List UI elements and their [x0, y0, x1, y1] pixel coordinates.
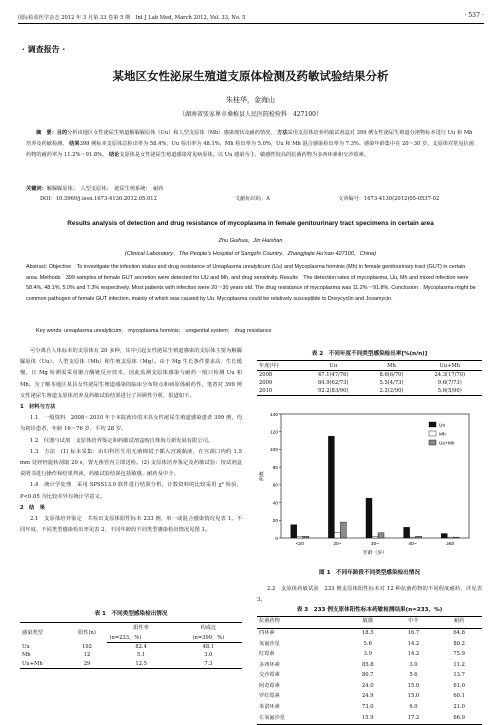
table-row — [257, 703, 482, 714]
keywords-cn — [26, 184, 478, 195]
keywords-label: 关键词： — [26, 186, 47, 192]
bar-mh — [334, 533, 340, 538]
legend-swatch — [429, 440, 436, 445]
methods-text: 采用支原体培养药敏试剂盒对 399 例女性泌尿生殖道分泌物标本进行 Uu 和 Mh 培养及药敏检测。 — [26, 130, 473, 147]
table-cell: 15.0 — [407, 693, 420, 700]
table-cell: 14.2 — [407, 651, 420, 658]
english-keywords: Key words: ureaplasma urealyticum; mycoplasma hominis; urogenital system; drug resistance — [36, 328, 272, 334]
table-cell: 24.9 — [361, 693, 374, 700]
table-cell: 17.2 — [407, 714, 420, 721]
table-cell: 9.6(7/73) — [437, 380, 462, 386]
table3-header-drug: 抗菌药物 — [257, 617, 345, 629]
table-cell: 罗红霉素 — [259, 693, 280, 700]
table-cell: 5.6(5/90) — [437, 388, 462, 394]
english-authors: Zhu Guihua，Jin Haishan — [218, 238, 283, 244]
table-cell: Mh — [22, 652, 31, 659]
table-row — [257, 671, 482, 682]
legend-label: Mh — [439, 432, 446, 438]
running-header — [18, 12, 484, 24]
legend-label: Uu — [439, 423, 446, 429]
x-tick-label: <20 — [295, 542, 304, 547]
table-cell: 5.6 — [363, 640, 372, 647]
table-row — [257, 387, 482, 396]
table-cell: 5.5(4/73) — [379, 380, 404, 386]
table3-caption: 表 3 233 例支原体阳性标本药敏检测结果(n=233，%) — [296, 607, 443, 613]
table-cell: 92.2(83/90) — [317, 388, 349, 394]
legend-swatch — [429, 431, 436, 436]
table1-header-pos: 阳性率 — [133, 625, 149, 632]
para-2-1: 2.1 支原体培养鉴定 共检出支原体阳性标本 233 例，单一或混合感染情况见表 1。不同年度、不同类型感染检出率见表 2，不同年龄段不同类型感染检出情况见图 1。 — [20, 516, 242, 534]
table-cell: 75.9 — [453, 651, 465, 658]
table-cell: 18.5 — [361, 629, 374, 636]
objective-text: 分析该地区女性泌尿生殖道解脲脲原体（Uu）和人型支原体（Mh）感染现状及耐药情况。 — [67, 130, 276, 136]
page-number: · 537 · — [464, 12, 484, 19]
bar-mh — [297, 536, 303, 538]
table3 — [257, 616, 482, 725]
table-cell: 80.2 — [453, 640, 465, 647]
bar-uu — [291, 525, 297, 538]
table-row — [257, 692, 482, 703]
table-cell: 2010 — [259, 388, 273, 394]
authors: 朱桂华，金海山 — [226, 96, 275, 104]
para-1-3: 1.3 方法 (1) 标本采集：由妇科医生用无菌棉拭子插入宫颈黏液，在宫颈口内约 1.5 mm 处轻轻旋转刮取 20 s，置无菌管内立即送检。(2) 支原体培养鉴定及药敏试验：按试剂盒说明书进行操作和结果判读，药敏试验结果包括敏感、耐药及中介。 — [20, 448, 242, 478]
bar-uu-mh — [340, 522, 346, 538]
table2-header-mixed: Uu+Mh — [418, 361, 482, 371]
y-tick-label: 140 — [269, 412, 278, 418]
table-cell: 85.8 — [361, 661, 374, 668]
methods-label: 方法 — [277, 130, 288, 136]
table-cell: 5.1 — [136, 652, 146, 659]
table-cell: 14.2 — [407, 640, 420, 647]
table2-caption: 表 2 不同年度不同类型感染检出率[%(n/n)] — [311, 351, 428, 357]
table-cell: 24.0 — [361, 682, 374, 689]
table-cell: 6.0 — [409, 704, 418, 711]
table-cell: 15.9 — [361, 714, 374, 721]
bar-uu-mh — [303, 536, 309, 538]
table-cell: 8.6(6/70) — [379, 372, 404, 378]
table-cell: 192 — [82, 643, 92, 650]
y-tick-label: 80 — [272, 465, 278, 471]
bar-uu — [328, 436, 334, 538]
english-abstract: Abstract: Objective To investigate the infection status and drug resistance of Ureaplasma urealyticum (Uu) and Mycoplasma hominis (Mh) in female genitourinary tract (GUT) in certain area. Methods 399 samples of female GUT secretion were detected for UU and Mh, and drug sensitivity. Results The detection rates of mycoplasma, Uu, Mh and mixed infection were 58.4%, 48.1%, 5.0% and 7.3% respectively. Most patients with infection were 20～30 years old. The drug resistance of mycoplasma was 11.2%～91.8%. Conclusion Mycoplasma might be common pathogen of female GUT infection, mainly of which was caused by Uu. Mycoplasma could be relatively susceptible to Doxycyclin and Josamycin. — [26, 264, 476, 302]
table2-header-year: 年度(年) — [257, 361, 301, 371]
y-axis-label: 例数 — [260, 471, 265, 481]
bar-uu-mh — [453, 537, 459, 538]
abstract-cn — [26, 128, 478, 161]
bar-uu — [366, 498, 372, 538]
bar-mh — [372, 536, 378, 538]
section-label: · 调查报告 · — [22, 44, 66, 54]
bar-mh — [447, 537, 453, 538]
figure1-bar-chart — [255, 406, 480, 564]
table3-header-sensitive: 敏感 — [345, 617, 391, 629]
table-row — [20, 651, 242, 659]
table-row — [257, 628, 482, 639]
table-row — [257, 639, 482, 650]
table-cell: 16.7 — [407, 629, 420, 636]
bar-mh — [410, 537, 416, 538]
table-cell: 29 — [83, 660, 91, 667]
table1 — [20, 622, 242, 669]
table-cell: 66.9 — [453, 714, 465, 721]
table-cell: 多西环素 — [259, 661, 280, 668]
table-cell: 12.5 — [135, 660, 147, 667]
table-cell: 15.0 — [407, 682, 420, 689]
english-title: Results analysis of detection and drug resistance of mycoplasma in female genitourinary tract specimens in certain area — [67, 220, 434, 227]
x-tick-label: 30~ — [370, 542, 380, 547]
body-left-column — [20, 346, 242, 536]
table-cell: 24.3(17/70) — [434, 372, 466, 378]
table-cell: 84.9(62/73) — [317, 380, 349, 386]
table-row — [257, 371, 482, 380]
table-row — [257, 713, 482, 724]
table-cell: 5.6 — [409, 672, 418, 679]
table-cell: 2009 — [259, 380, 273, 386]
bar-uu-mh — [378, 533, 384, 538]
table-cell: 47.1(47/76) — [317, 372, 349, 378]
table-cell: 氧氟沙星 — [259, 640, 280, 647]
table-row — [257, 660, 482, 671]
y-tick-label: 60 — [272, 483, 278, 489]
table-cell: 四环素 — [259, 629, 275, 636]
table-cell: 48.1 — [202, 643, 215, 650]
x-tick-label: ≥50 — [446, 542, 455, 547]
table3-header-intermediate: 中介 — [391, 617, 437, 629]
doc-code: 文献标识码：A — [235, 196, 270, 202]
table1-caption: 表 1 不同类型感染检出情况 — [94, 611, 168, 617]
bar-uu — [441, 534, 447, 538]
table-row — [20, 660, 242, 669]
para-1-1: 1.1 一般资料 2008～2010 年于本院就诊的本县女性泌尿生殖道感染患者 399 例，均为初诊患者，年龄 16～76 岁，平均 28 岁。 — [20, 415, 242, 433]
table-cell: 60.1 — [453, 693, 465, 700]
table1-header-comp: 构成比 — [200, 625, 217, 632]
journal-line: 国际检验医学杂志 2012 年 3 月第 33 卷第 5 期 Int J Lab Med, March 2012, Vol. 33, No. 5 — [18, 15, 246, 21]
table-cell: Uu — [22, 643, 30, 650]
results-label: 结果 — [69, 141, 80, 147]
table-cell: 3.9 — [363, 651, 372, 658]
doi: DOI：10.3969/j.issn.1673-4130.2012.05.012 — [40, 196, 157, 202]
results-text: 399 例标本支原体总检出率为 58.4%，Uu 检出率为 48.1%，Mh 检出率为 5.0%，Uu 和 Mh 混合感染检出率为 7.3%。感染年龄集中在 20～30 岁，支原体对常见抗菌药物的耐药率为 11.2%～91.8%。 — [26, 141, 474, 158]
table3-body — [257, 628, 482, 724]
table1-header-comp-sub: (n=399，%) — [175, 632, 242, 642]
heading-results: 2 结 果 — [20, 504, 45, 511]
table-row — [20, 642, 242, 651]
x-tick-label: 20~ — [333, 542, 342, 547]
table-cell: 2.2(2/90) — [379, 388, 404, 394]
table-cell: Uu+Mh — [22, 660, 43, 667]
table-cell: 3.0 — [409, 661, 418, 668]
table2 — [257, 360, 482, 396]
objective-label: 目的 — [56, 130, 68, 136]
heading-materials-methods: 1 材料与方法 — [20, 404, 56, 411]
table1-header-type: 感染类型 — [22, 630, 43, 637]
table-cell: 红霉素 — [259, 651, 275, 658]
table-cell: 13.7 — [453, 672, 465, 679]
table-row — [257, 379, 482, 387]
y-tick-label: 100 — [269, 448, 278, 454]
conclusion-label: 结论 — [108, 152, 120, 158]
keywords-items: 解脲脲原体； 人型支原体； 泌尿生殖系统； 耐药 — [46, 186, 164, 192]
table-cell: 2008 — [259, 372, 273, 378]
table2-header-mh: Mh — [365, 361, 417, 371]
intro-paragraph: 可分离自人体标本的支原体有 20 多种，其中引起女性泌尿生殖道感染的支原体主要为解脲脲原体（Uu）、人型支原体（Mh）和生殖支原体（Mg）。由于 Mg 生长条件要求高、生长缓慢，且 Mg 检测需采用聚合酶链反应技术，因此监测支原体感染与耐药一般只检测 Uu 和 Mh。为了解本地区某县女性泌尿生殖道感染的临床分布特点和病原体耐药性，笔者对 399 例女性泌尿生殖道支原体培养及药敏试验结果进行了回顾性分析，报道如下。 — [20, 348, 242, 399]
article-number: 文章编号：1673-4130(2012)05-0537-02 — [338, 196, 440, 202]
table-cell: 3.0 — [204, 652, 213, 659]
table-cell: 12 — [83, 652, 91, 659]
y-tick-label: 40 — [272, 501, 278, 507]
table-cell: 阿奇霉素 — [259, 682, 280, 689]
table-cell: 73.0 — [361, 704, 374, 711]
table-cell: 7.3 — [204, 660, 213, 667]
legend-label: Uu+Mh — [439, 441, 455, 447]
y-tick-label: 0 — [275, 536, 278, 542]
table-cell: 米诺环素 — [259, 704, 280, 711]
table1-header-pos-sub: (n=233，%) — [107, 632, 174, 642]
affiliation: （湖南省张家界市桑植县人民医院检验科 427100） — [179, 111, 322, 118]
bar-uu-mh — [416, 536, 422, 538]
para-1-4: 1.4 统计学处理 采用 SPSS13.0 软件进行结果分析，计数资料的比较采用 χ² 检验，P<0.05 为比较差异有统计学意义。 — [20, 482, 242, 500]
english-affiliation: (Clinical Laboratory，The People's Hospital of Sangzhi Country，Zhangjiajie Hu'nan 427100，China) — [124, 251, 377, 257]
table2-header-uu: Uu — [301, 361, 365, 371]
table-row — [257, 681, 482, 692]
x-axis-label: 年龄（岁） — [363, 551, 387, 556]
x-tick-label: 40~ — [408, 542, 417, 547]
table-cell: 80.7 — [361, 672, 374, 679]
figure1-caption: 图 1 不同年龄段不同类型感染检出情况 — [319, 570, 420, 576]
table-cell: 左氧氟沙星 — [259, 714, 285, 721]
conclusion-text: 支原体是女性泌尿生殖道感染常见病原体，以 Uu 感染为主，敏感性较高的抗菌药物为多西环素和交沙霉素。 — [119, 152, 369, 158]
table3-header-resistant: 耐药 — [436, 617, 482, 629]
table-cell: 21.0 — [453, 704, 465, 711]
table-cell: 11.2 — [453, 661, 465, 668]
abstract-label: 摘 要： — [36, 130, 57, 136]
legend-swatch — [429, 422, 436, 427]
y-tick-label: 20 — [272, 519, 278, 525]
table-cell: 82.4 — [135, 643, 147, 650]
para-1-2: 1.2 仪器与试剂 支原体培养鉴定和药敏试剂盒购自珠海力新发展有限公司。 — [30, 437, 214, 444]
bar-uu — [404, 527, 410, 538]
y-tick-label: 120 — [269, 430, 278, 436]
table-row — [257, 650, 482, 661]
article-title: 某地区女性泌尿生殖道支原体检测及药敏试验结果分析 — [112, 69, 389, 83]
table-cell: 61.0 — [453, 682, 465, 689]
table1-header-n: 阳性(n) — [78, 630, 96, 637]
para-2-2: 2.2 支原体药敏试验 233 例支原体阳性标本对 12 种抗菌药物的不同程度耐药，详见表 3。 — [257, 586, 482, 604]
table-cell: 64.8 — [453, 629, 465, 636]
table-cell: 交沙霉素 — [259, 672, 280, 679]
